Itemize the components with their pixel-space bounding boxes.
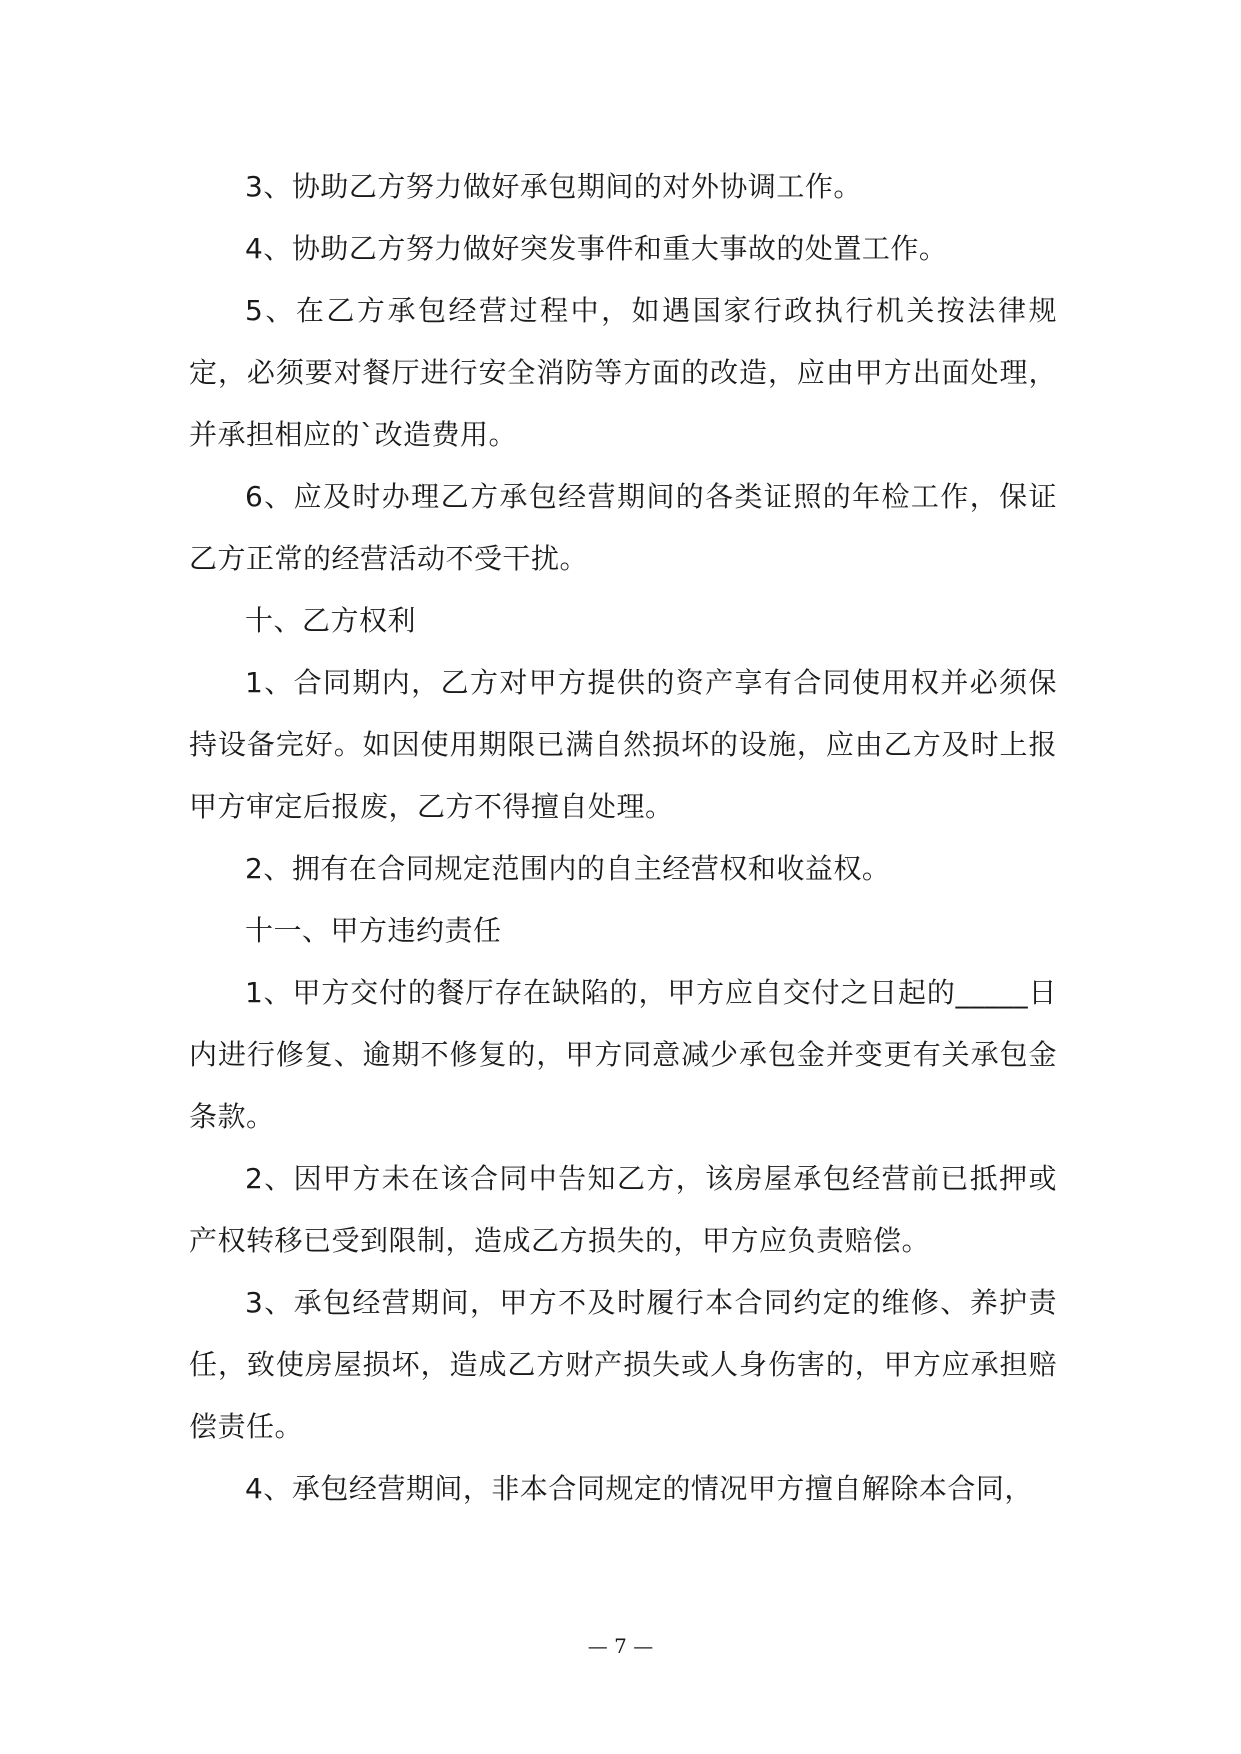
section-heading: 十一、甲方违约责任 [245,914,502,947]
paragraph: 2、因甲方未在该合同中告知乙方，该房屋承包经营前已抵押或产权转移已受到限制，造成乙方损失的，甲方应负责赔偿。 [189,1162,1057,1257]
paragraph: 3、承包经营期间，甲方不及时履行本合同约定的维修、养护责任，致使房屋损坏，造成乙方财产损失或人身伤害的，甲方应承担赔偿责任。 [189,1286,1057,1443]
paragraph: 4、协助乙方努力做好突发事件和重大事故的处置工作。 [245,232,948,265]
paragraph: 1、合同期内，乙方对甲方提供的资产享有合同使用权并必须保持设备完好。如因使用期限已满自然损坏的设施，应由乙方及时上报甲方审定后报废，乙方不得擅自处理。 [189,666,1057,823]
paragraph: 5、在乙方承包经营过程中，如遇国家行政执行机关按法律规定，必须要对餐厅进行安全消防等方面的改造，应由甲方出面处理，并承担相应的`改造费用。 [189,294,1057,451]
section-heading: 十、乙方权利 [245,604,417,637]
paragraph: 2、拥有在合同规定范围内的自主经营权和收益权。 [245,852,891,885]
document-body [189,156,1057,1520]
paragraph: 3、协助乙方努力做好承包期间的对外协调工作。 [245,170,862,203]
paragraph: 4、承包经营期间，非本合同规定的情况甲方擅自解除本合同， [245,1472,1033,1505]
paragraph: 1、甲方交付的餐厅存在缺陷的，甲方应自交付之日起的_____日内进行修复、逾期不修复的，甲方同意减少承包金并变更有关承包金条款。 [189,976,1057,1133]
page-number: — 7 — [587,1634,654,1658]
paragraph: 6、应及时办理乙方承包经营期间的各类证照的年检工作，保证乙方正常的经营活动不受干扰。 [189,480,1057,575]
